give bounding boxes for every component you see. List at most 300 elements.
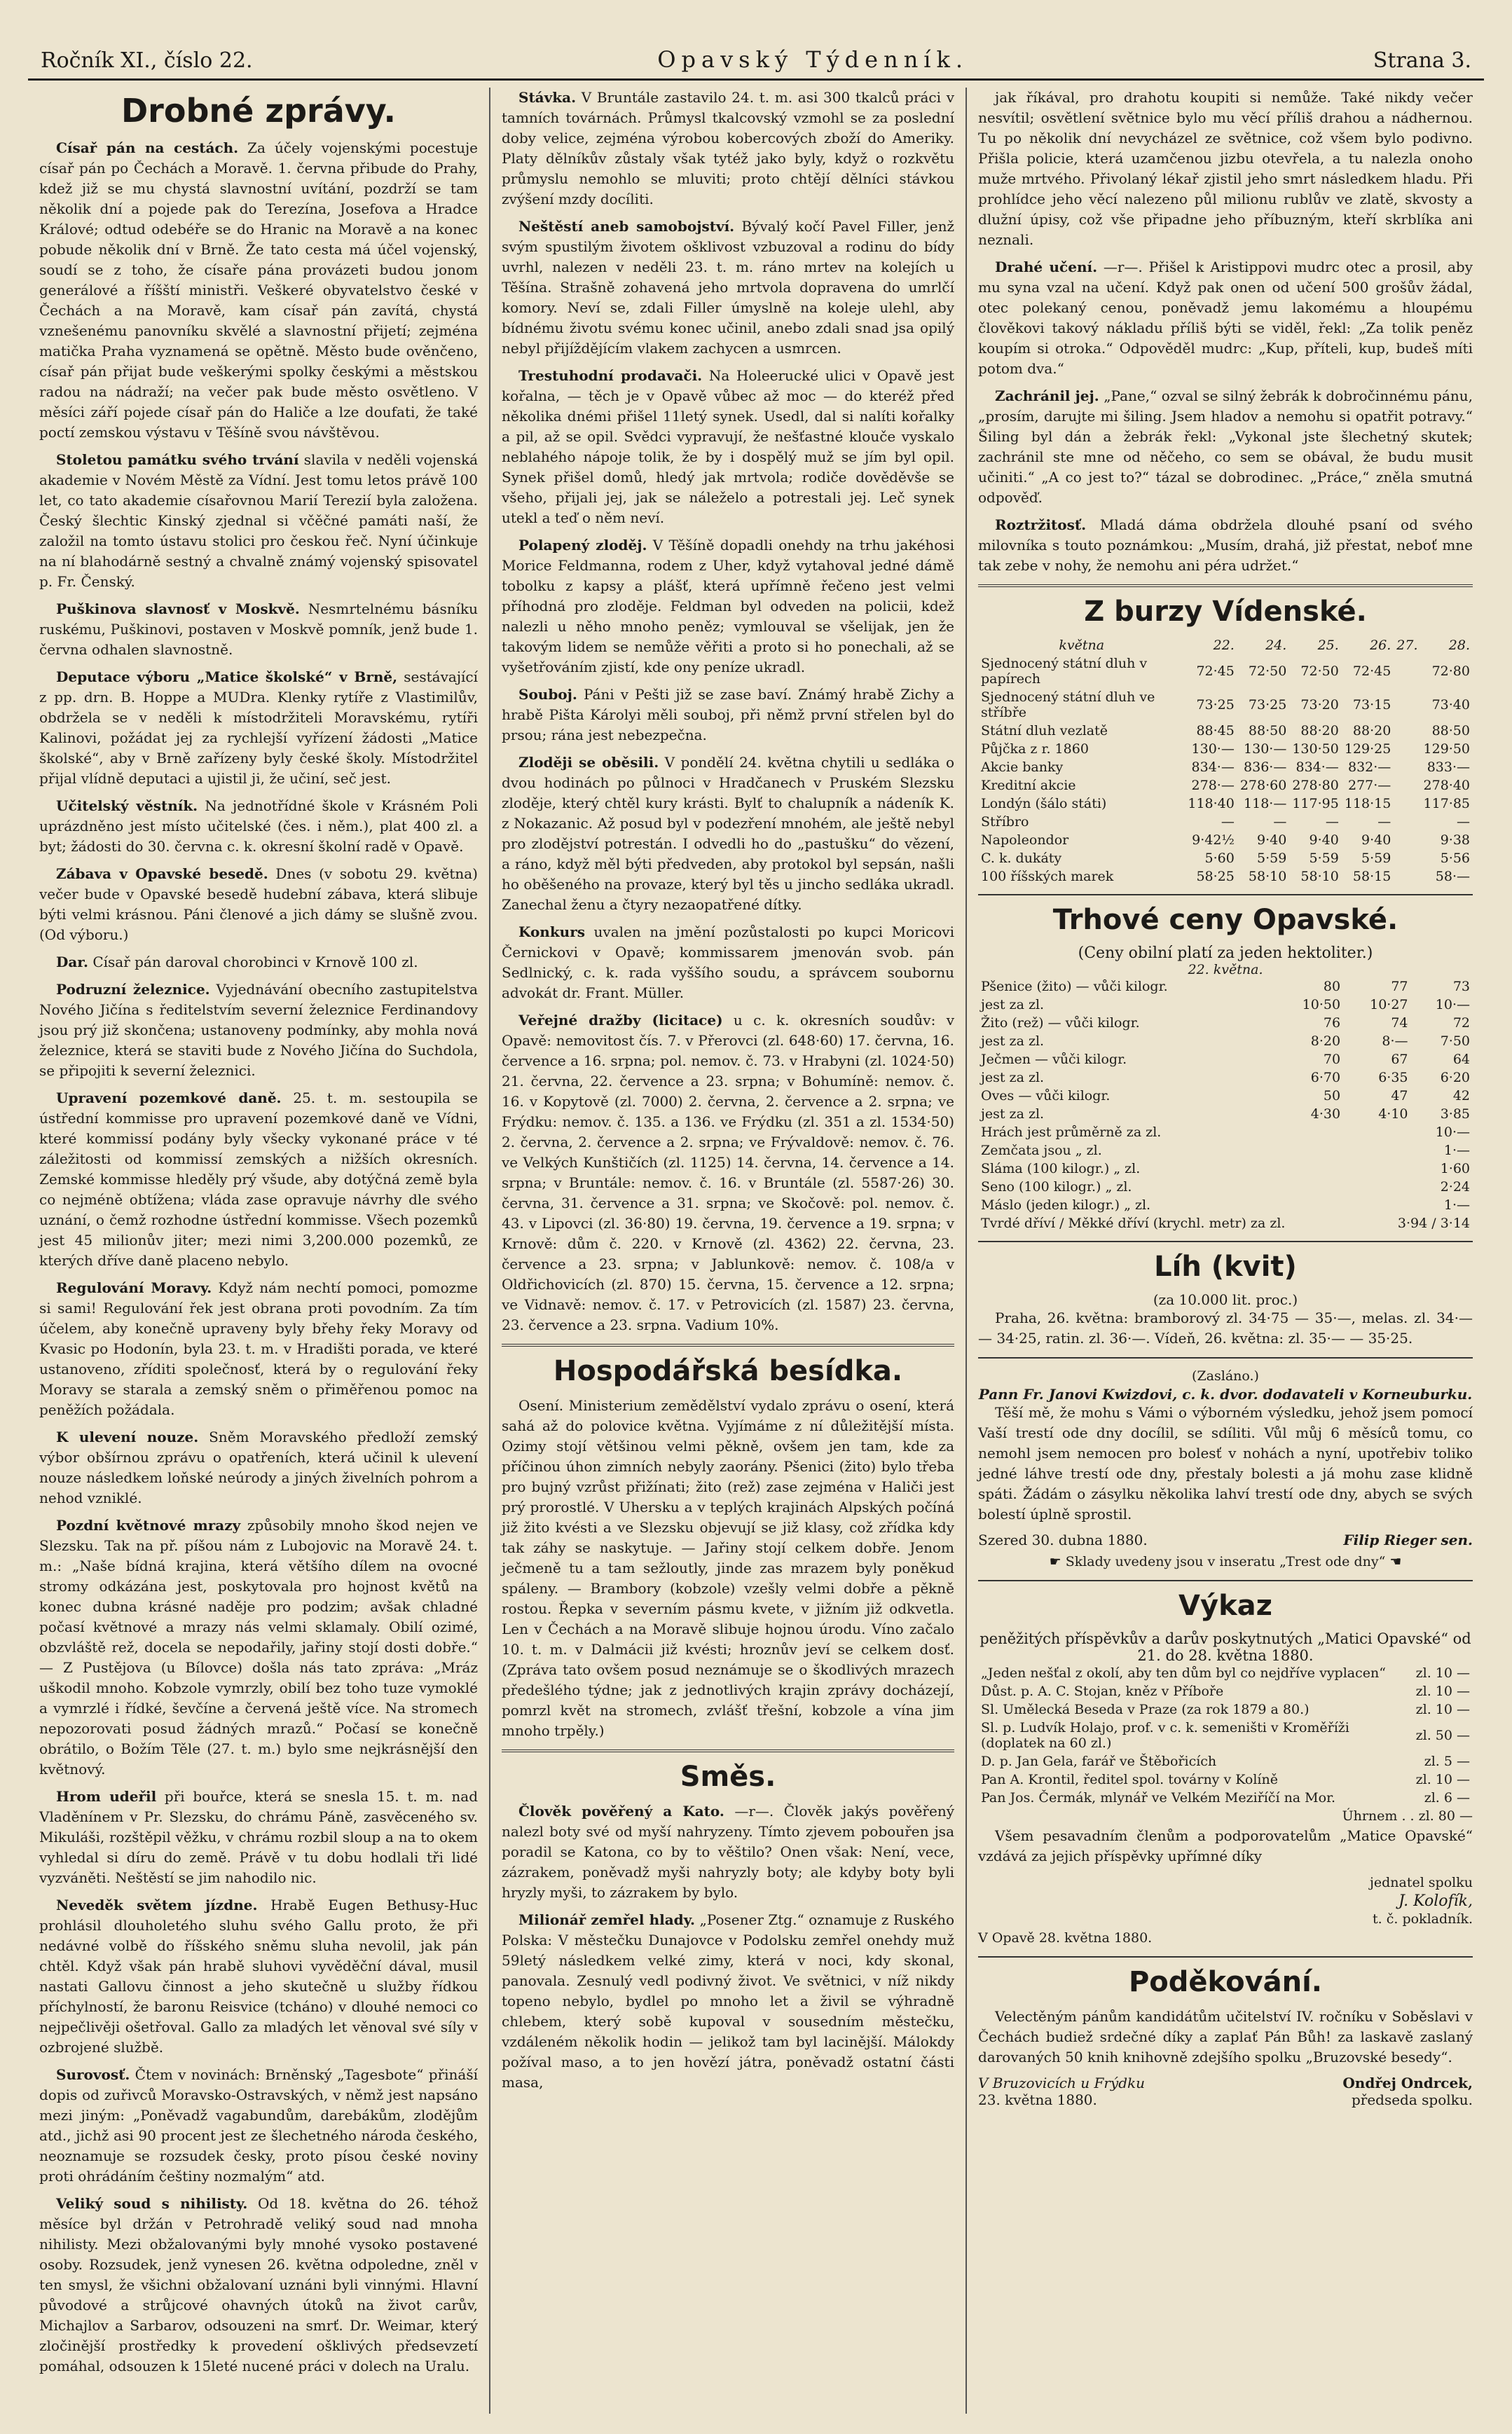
news-item [39,1278,478,1420]
news-item-title: Zloději se oběsili. [518,754,659,771]
market-extra-label: Sláma (100 kilogr.) „ zl. [981,1161,1141,1176]
table-row [978,776,1473,795]
vykaz-title: Výkaz [1178,1590,1272,1622]
market-table [978,977,1473,1123]
bourse-row-label: Kreditní akcie [981,778,1076,793]
bourse-cell: 9·42½ [1192,832,1235,848]
issue-number: Ročník XI., číslo 22. [41,48,253,73]
news-item-title: Souboj. [518,686,577,703]
bourse-cell [1394,758,1420,776]
market-cell: 42 [1452,1088,1470,1103]
bourse-cell: 5·59 [1257,851,1287,866]
bourse-cell: 129·50 [1423,741,1470,757]
vykaz-row-label: Sl. Umělecká Beseda v Praze (za rok 1879 a 80.) [981,1702,1310,1717]
bourse-cell: 58·— [1435,869,1470,884]
besidka-text: Osení. Ministerium zemědělství vydalo zprávu o osení, která sahá až do polovice května. Vyjímáme z ní důležitější místa. Ozimy stojí většinou velmi pěkně, ovšem jen tam, kde za příčinou úhon zimních nebyly zaorány. Pšenici (žito) bylo třeba pro bujný vzrůst přižínati; žito (rež) zase zejména v Haliči jest prý prorostlé. V Uhersku a v teplých krajinách Alpských počíná již žito kvésti a ve Slezsku objevují se již klasy, což zřídka kdy tak záhy se naskytuje. — Jařiny stojí celkem dobře. Jenom ječmeně tu a tam sežloutly, jinde zas mrazem byly poněkud spáleny. — Brambory (kobzole) vzešly velmi dobře a pěkně rostou. Řepka v severním pásmu kvete, v jižním již odkvetla. Len v Čechách a na Moravě slibuje hojnou úrodu. Víno začalo 10. t. m. v Dalmácii již kvésti; hroznův jeví se celkem dosť. (Zpráva tato ovšem posud neznámuje se o škodlivých mrazech předešlého týdne; jak z jednotlivých krajin zprávy docházejí, pomrzl květ na stromech, zvlášť třešní, kobzole a vína jim mnoho trpěly.) [502,1397,954,1739]
bourse-cell: 130·— [1244,741,1287,757]
market-row-label: Žito (rež) — vůči kilogr. [981,1015,1140,1031]
bourse-header-cell: 28. [1448,638,1470,653]
market-cell: 73 [1452,979,1470,994]
news-item-text: „Posener Ztg.“ oznamuje z Ruského Polska: V městečku Dunajovce v Podolsku zemřel onehdy muž 59letý následkem velké zimy, která v noci, kdy skonal, panovala. Zesnulý vedl podivný život. Ve světnici, v níž nikdy topeno nebylo, bydlel po mnoho let a živil se výhradně chlebem, který sobě kupoval v sousedním městečku, vzdáleném několik hodin — jelikož tam byl lacinější. Málokdy požíval maso, a to jen hovězí játra, poněvadž ostatní části masa, [502,1911,955,2091]
market-extra-value: 1·— [1443,1197,1470,1213]
market-body [978,977,1473,1123]
market-row-label: Pšenice (žito) — vůči kilogr. [981,979,1168,994]
news-item-text: Nesmrtelnému básníku ruskému, Puškinovi, postaven v Moskvě pomník, jenž bude 1. června odhalen slavnostně. [39,600,478,658]
news-item [502,922,954,1003]
vykaz-date: V Opavě 28. května 1880. [978,1930,1153,1946]
vykaz-row-value: zl. 5 — [1424,1754,1470,1769]
table-row [978,1214,1473,1232]
market-cell: 7·50 [1440,1033,1470,1049]
news-item [39,2065,478,2187]
news-item-text: Od 18. května do 26. téhož měsíce byl držán v Petrohradě veliký soud nad mnoha nihilisty. Mezi obžalovanými byly mnohé vysoko postavené osoby. Rozsudek, jenž vynesen 26. května odpoledne, zněl v ten smysl, že všichni obžalovaní uznáni byli vinnými. Hlavní původové a strůjcové ohavných útoků na život carův, Michajlov a Sarbarov, odsouzeni na smrť. Dr. Weimar, který zločinější prostředky k provedení ošklivých předsevzetí pomáhal, odsouzen k 15leté nucené práci v dolech na Uralu. [39,2195,478,2374]
divider [978,1241,1473,1242]
lih-subtitle: (za 10.000 lit. proc.) [1153,1291,1298,1308]
bourse-row-label: 100 říšských marek [981,869,1114,884]
bourse-cell: — [1221,814,1235,830]
table-row [978,831,1473,849]
newspaper-title: Opavský Týdenník. [657,46,969,73]
vykaz-total: Úhrnem . . zl. 80 — [1342,1808,1473,1824]
bourse-table [978,636,1473,886]
market-cell: 76 [1323,1015,1341,1031]
bourse-cell: 278·60 [1239,778,1287,793]
news-item-title: Konkurs [518,923,586,940]
market-cell: 67 [1391,1052,1408,1067]
vykaz-sign-title: t. č. pokladník. [1373,1911,1473,1927]
podekovani-place: V Bruzovicích u Frýdku [978,2075,1146,2091]
bourse-header-row [978,636,1473,654]
table-row [978,1105,1473,1123]
bourse-cell: 58·15 [1352,869,1391,884]
bourse-cell [1394,776,1420,795]
news-item-title: Pozdní květnové mrazy [56,1517,241,1534]
news-item [502,1801,954,1903]
bourse-header-cell: 22. [1213,638,1235,653]
bourse-header-cell: 26. [1370,638,1391,653]
table-row [978,977,1473,996]
bourse-cell [1394,849,1420,867]
divider [978,584,1473,587]
bourse-cell: 9·38 [1440,832,1470,848]
podekovani-place-block [978,2075,1145,2108]
bourse-cell [1394,740,1420,758]
market-cell: 70 [1323,1052,1341,1067]
market-cell: 8·— [1382,1033,1408,1049]
bourse-cell [1394,654,1420,688]
smes-items [502,1801,954,2093]
news-item-title: Drahé učení. [995,259,1098,275]
bourse-row-label: Stříbro [981,814,1029,830]
vykaz-row-value: zl. 10 — [1415,1772,1470,1787]
market-extra-value: 1·60 [1440,1161,1470,1176]
market-extra-label: Zemčata jsou „ zl. [981,1143,1102,1158]
news-item-text: Mladá dáma obdržela dlouhé psaní od svého milovníka s touto poznámkou: „Musím, drahá, již přestat, neboť mne tak zebe v nohy, že nemohu ani péra udržet.“ [978,516,1473,574]
bourse-cell: 58·10 [1248,869,1287,884]
news-item-text: Páni v Pešti již se zase baví. Známý hrabě Zichy a hrabě Pišta Károlyi měli souboj, při němž první střelen byl do prsou; rána jest nebezpečna. [502,686,954,743]
vykaz-row-label: Důst. p. A. C. Stojan, kněz v Příboře [981,1684,1224,1699]
news-item-text: Když nám nechtí pomoci, pomozme si sami! Regulování řek jest obrana proti povodním. Za tím účelem, aby konečně upraveny byly břehy řeky Moravy od Kvasic po Hodonín, byla 23. t. m. v Hradišti porada, ve které ustanoveno, zříditi společnosť, která by o regulování řeky Moravy se starala a zemský sněm o přiměřenou pomoc na peněžích požádala. [39,1279,478,1418]
news-item [502,1010,954,1335]
market-row-label: Ječmen — vůči kilogr. [981,1052,1127,1067]
news-item [502,1910,954,2093]
masthead [28,28,1484,81]
news-item-text: slavila v neděli vojenská akademie v Novém Městě za Vídní. Jest tomu letos právě 100 let, co tato akademie císařovnou Marií Terezií byla založena. Český šlechtic Kinský zjednal si včěčné památi naší, že založil na tomto ústavu stolici pro českou řeč. Nyní účinkuje na ní blahodárně sestný a chvalně známý vojenský spisovatel p. Fr. Čenský. [39,451,478,590]
bourse-cell: 73·40 [1431,697,1470,713]
market-row-label: jest za zl. [981,1070,1045,1085]
table-row [978,722,1473,740]
bourse-row-label: Půjčka z r. 1860 [981,741,1089,757]
market-row-label: Oves — vůči kilogr. [981,1088,1111,1103]
bourse-cell: 129·25 [1344,741,1391,757]
table-row [978,867,1473,886]
news-item-title: Dar. [56,954,88,970]
bourse-cell: 832·— [1347,759,1391,775]
market-extra-value: 10·— [1435,1125,1470,1140]
news-item-title: Neštěstí aneb samobojství. [518,218,735,235]
news-item-text: Bývalý kočí Pavel Filler, jenž svým spustilým životem ošklivost vzbuzoval a rodinu do bídy uvrhl, nalezen v neděli 23. t. m. ráno mrtev na kolejích u Těšína. Strašně zohavená jeho mrtvola dopravena do umrlčí komory. Neví se, zdali Filler úmyslně na koleje ulehl, aby bídnému životu svému konec učinil, anebo zdali snad jsa opilý nebyl přijíždějícím vlakem zachycen a usmrcen. [502,218,954,357]
news-item [978,386,1473,508]
bourse-cell: 130·50 [1292,741,1339,757]
ad-footer [978,1553,1473,1572]
market-row-label: jest za zl. [981,1033,1045,1049]
bourse-cell: 88·45 [1196,723,1235,738]
news-item-title: Hrom udeřil [56,1788,157,1805]
bourse-row-label: Napoleondor [981,832,1069,848]
bourse-cell: 88·20 [1300,723,1339,738]
news-item-title: Neveděk světem jízdne. [56,1897,258,1913]
news-item [502,752,954,915]
bourse-cell: 117·95 [1292,796,1339,811]
bourse-cell [1394,867,1420,886]
news-item-text: Císař pán daroval chorobinci v Krnově 100 zl. [92,954,418,970]
bourse-header-cell: 25. [1317,638,1339,653]
market-cell: 10·50 [1302,997,1341,1012]
bourse-cell: — [1377,814,1391,830]
market-cell: 8·20 [1310,1033,1341,1049]
podekovani-date: 23. května 1880. [978,2091,1097,2108]
podekovani-role: předseda spolku. [1351,2091,1473,2108]
table-row [978,1087,1473,1105]
bourse-cell: 836·— [1244,759,1287,775]
podekovani-name: Ondřej Ondrcek, [1342,2075,1473,2091]
news-item-title: Milionář zemřel hlady. [518,1911,695,1928]
columns [28,88,1484,2414]
bourse-cell: 73·25 [1196,697,1235,713]
news-item-title: Stávka. [518,89,577,106]
news-item-text: Čtem v novinách: Brněnský „Tagesbote“ přináší dopis od zuřivců Moravsko-Ostravských, v němž jest napsáno mezi jiným: „Poněvadž vagabundům, darebákům, zlodějům atd., jichž asi 90 procent jest ze šlechetného národa českého, neoznamuje se rozsudek česky, proto písou české noviny proti ohrádáním češtiny nozmalým“ atd. [39,2066,478,2185]
news-item-text: Na jednotřídné škole v Krásném Poli uprázdněno jest místo učitelské (čes. i něm.), plat 400 zl. a byt; žádosti do 30. června c. k. okresní školní radě v Opavě. [39,797,479,855]
column-3 [967,88,1484,2414]
market-cell: 50 [1323,1088,1341,1103]
market-row-label: jest za zl. [981,997,1045,1012]
bourse-cell [1394,795,1420,813]
bourse-cell: 834·— [1191,759,1235,775]
bourse-cell: 88·20 [1352,723,1391,738]
divider [502,1344,954,1347]
news-item-title: Zábava v Opavské besedě. [56,865,268,882]
bourse-cell: 5·59 [1309,851,1339,866]
table-row [978,654,1473,688]
pointing-hand-icon: ☚ [1389,1554,1402,1569]
market-cell: 6·20 [1440,1070,1470,1085]
news-item [39,1515,478,1780]
bourse-cell: 130·— [1191,741,1235,757]
bourse-cell: 118·40 [1188,796,1235,811]
news-item-text: způsobily mnoho škod nejen ve Slezsku. Tak na př. píšou nám z Lubojovic na Moravě 24. t. m.: „Naše bídná krajina, která většího dílem na ovocné stromy odkázána jest, poskytovala pro hojnost květů na konec dubna krásné naděje pro podzim; avšak chladné počasí květnové a mrazy nás velmi sklamaly. Obilí ozimé, obzvláště rež, docela se nepodařily, jařiny stojí dosti dobře.“ — Z Pustějova (u Bílovce) došla nás tato zpráva: „Mráz uškodil mnoho. Kobzole vymrzly, obilí bez toho tuze vymoklé a vymrzlé i řídké, ševčíne a červená ještě více. Na stromech nepozorovati posud žádných mrazů.“ Počasí se konečně obrátilo, o Božím Těle (27. t. m.) bylo sme nejkrásnější den květnový. [39,1517,479,1778]
vykaz-row-label: D. p. Jan Gela, farář ve Štěbořicích [981,1754,1217,1769]
news-item [39,796,478,857]
news-item-title: Regulování Moravy. [56,1279,212,1296]
table-row [978,795,1473,813]
news-item [978,515,1473,576]
news-item-title: Stoletou památku svého trvání [56,451,299,468]
bourse-cell [1394,813,1420,831]
news-item [39,1427,478,1508]
news-item [502,535,954,678]
news-item-text: V pondělí 24. května chytili u sedláka o dvou hodinách po půlnoci v Hradčanech v Pruském Slezsku zloděje, který chtěl kury krásti. Bylť to chalupník a nádeník K. z Nokazanic. Až posud byl v podezření mnohém, ale ještě nebyl pro zlodějství potrestán. I odvedli ho do „pastušku“ do vězení, a ráno, když měl býti předveden, aby protokol byl sepsán, našli ho oběšeného na provaze, který byl těs u jincho sedláka ukradl. Zanechal ženu a čtyry nezaopatřené dítky. [502,754,954,913]
news-item-title: Trestuhodní prodavači. [518,367,703,384]
bourse-cell: 88·50 [1431,723,1470,738]
news-item-text: sestávající z pp. drn. B. Hoppe a MUDra. Klenky rytíře z Vlastimilův, obdržela se v neděli k místodržiteli Moravskému, rytíři Kalinovi, požádat jej za rychlejší vyřízení žádosti „Matice školské“, aby v Brně zařízeny byly české školy. Místodržitel přijal vlídně deputaci a ujistil ji, že učiní, seč jest. [39,668,479,787]
bourse-cell: 833·— [1427,759,1470,775]
section-title-hospodarska-besidka: Hospodářská besídka. [553,1355,903,1387]
divider [978,894,1473,895]
podekovani-name-block [1342,2075,1473,2108]
bourse-header-cell: května [1059,638,1105,653]
vykaz-body [978,1664,1473,1807]
bourse-cell: 9·40 [1361,832,1391,848]
market-extra-label: Máslo (jeden kilogr.) „ zl. [981,1197,1151,1213]
table-row [978,688,1473,722]
vykaz-table [978,1664,1473,1807]
news-item-title: Císař pán na cestách. [56,139,239,156]
bourse-cell: 834·— [1295,759,1339,775]
market-cell: 10·27 [1370,997,1408,1012]
news-item [502,685,954,745]
news-item-title: Zachránil jej. [995,387,1099,404]
market-row-label: jest za zl. [981,1106,1045,1122]
news-item-title: Učitelský věstník. [56,797,198,814]
table-row [978,1141,1473,1160]
market-extra-label: Hrách jest průměrně za zl. [981,1125,1162,1140]
bourse-cell [1394,722,1420,740]
bourse-cell: 278·— [1191,778,1235,793]
news-items [39,138,478,2377]
bourse-cell: 72·45 [1196,663,1235,679]
table-row [978,1719,1473,1752]
market-cell: 10·— [1435,997,1470,1012]
news-item [39,599,478,660]
news-item-text: Hrabě Eugen Bethusy-Huc prohlásil dlouholetého sluhu svého Gallu proto, že při nedávné volbě do říšského sněmu sluha nevolil, jak pán chtěl. Když však pán hrabě sluhovi vyvěděční dával, musil nastati Gallovu činnost a jeho skutečně u služby řídkou příchylností, že baronu Reisvice (tcháno) v dlouhé nemoci co nejpečlivěji ošetřoval. Gallo za mladých let věnoval své síly v ozbrojené službě. [39,1897,479,2056]
news-item-title: Upravení pozemkové daně. [56,1089,282,1106]
market-cell: 4·30 [1310,1106,1341,1122]
market-extra-value: 2·24 [1440,1179,1470,1195]
news-item-title: Puškinova slavnosť v Moskvě. [56,600,300,617]
ad-tag: (Zasláno.) [1192,1368,1259,1384]
bourse-cell: 118·— [1244,796,1287,811]
lih-title: Líh (kvit) [1154,1251,1297,1283]
news-item-text: V Těšíně dopadli onehdy na trhu jakéhosi Morice Feldmanna, rodem z Uher, když vytahoval jedné dámě tobolku z kapsy a plášť, která upřímně řečeno jest velmi příhodná pro zloděje. Feldman byl odveden na policii, kdež nalezli u něho mnoho peněz; vymlouval se všelijak, jen že takovým lidem se nemůže věřiti a proto si ho ponechali, až se vyšetřováním zjistí, kde ony peníze ukradl. [502,537,954,675]
news-item-title: Roztržitosť. [995,516,1087,533]
market-extra-body [978,1123,1473,1232]
page-number: Strana 3. [1373,48,1471,73]
smes-items-continued [978,257,1473,576]
news-item-text: V Bruntále zastavilo 24. t. m. asi 300 tkalců práci v tamních továrnách. Průmysl tkalcovský vzmohl se za poslední doby velice, zejména výrobou kobercových zboží do Ameriky. Platy dělníkův zůstaly však tytéž jako byly, když o rozkvětu průmyslu nemohlo se mluviti; proto chtějí dělníci stávkou zvýšení mzdy docíliti. [502,89,955,207]
bourse-cell: 73·20 [1300,697,1339,713]
bourse-header-cell: 27. [1396,638,1418,653]
table-row [978,1752,1473,1771]
news-item-text: uvalen na jmění pozůstalosti po kupci Moricovi Černickovi v Opavě; kommissarem jmenován svob. pán Sedlnický, c. k. rada vyššího soudu, a správcem soubornu advokát dr. Frant. Müller. [502,923,954,1001]
vykaz-subtitle: peněžitých příspěvkův a darův poskytnutých „Matici Opavské“ od 21. do 28. května 1880. [980,1630,1471,1664]
table-row [978,1032,1473,1050]
market-cell: 64 [1452,1052,1470,1067]
news-item [39,864,478,945]
bourse-body [978,654,1473,886]
bourse-cell: 5·56 [1440,851,1470,866]
news-item-title: Podruzní železnice. [56,981,210,998]
news-item [39,450,478,592]
news-item [39,667,478,789]
table-row [978,758,1473,776]
news-item [39,138,478,443]
bourse-cell: — [1457,814,1470,830]
news-item-text: Za účely vojenskými pocestuje císař pán po Čechách a Moravě. 1. června přibude do Prahy, kdež již se mu chystá slavnostní uvítání, pozdrží se tam několik dní a pojede pak do Terezína, Josefova a Hradce Králové; odtud odebéře se do Hranic na Moravě a na konec pobude několik dní v Brně. Že tato cesta má účel vojenský, soudí se z toho, že císaře pána provázeti budou jonom generálové a říšští ministři. Veškeré obyvatelstvo české v Čechách a na Moravě, kam císař pán zavítá, chystá vznešenému panovníku skvělé a slavnostní přijetí; zejména matička Praha vyznamená se opětně. Město bude ověnčeno, císař pán přijat bude veškerými spolky českými a městskou radou na nádraží; na večer pak bude město osvětleno. V měsíci září pojede císař pán do Haliče a lze doufati, že také poctí zemskou výstavu v Těšíně svou návštěvou. [39,139,479,441]
ad-text: Těší mě, že mohu s Vámi o výborném výsledku, jehož jsem pomocí Vaší trestí ode dny docílil, se sdíliti. Vůl můj 6 měsíců tomu, co nemohl jsem nemocen pro bolesť v nohách a nyní, upotřebiv toliko jedné láhve trestí ode dny, přestaly bolesti a já mohu zase klidně spáti. Žádám o zásylku několika lahví trestí ode dny, abych se svých bolestí úplně sprostil. [978,1404,1473,1522]
divider [978,1580,1473,1581]
bourse-row-label: Státní dluh vezlatě [981,723,1108,738]
market-date: 22. května. [1188,962,1263,977]
bourse-header-cell: 24. [1265,638,1287,653]
bourse-row-label: Londýn (šálo státi) [981,796,1107,811]
market-cell: 74 [1391,1015,1408,1031]
market-title: Trhové ceny Opavské. [1052,904,1398,936]
divider [502,1749,954,1752]
table-row [978,1664,1473,1682]
market-extra-value: 1·— [1443,1143,1470,1158]
table-row [978,1178,1473,1196]
news-item-text: u c. k. okresních soudův: v Opavě: nemovitost čís. 7. v Přerovci (zl. 648·60) 17. června, 16. července a 16. srpna; pol. nemov. č. 73. v Hrabyni (zl. 1024·50) 21. června, 22. července a 23. srpna; v Bohumíně: nemov. č. 16. v Kopytově (zl. 7000) 2. června, 2. července a 2. srpna; ve Frýdku: nemov. č. 135. a 136. ve Frýdku (zl. 351 a zl. 1534·50) 2. června, 2. července a 2. srpna; ve Frývaldově: nemov. č. 76. ve Velkých Kunštičích (zl. 1125) 14. června, 14. července a 14. srpna; v Bruntále: nemov. č. 16. v Bruntále (zl. 5587·26) 30. června, 31. července a 31. srpna; ve Skočově: pol. nemov. č. 43. v Lipovci (zl. 36·80) 19. června, 19. července a 19. srpna; v Krnově: dům č. 220. v Krnově (zl. 4362) 22. června, 23. července a 23. srpna; v Jablunkově: nemov. č. 108/a v Oldřichovicích (zl. 870) 15. června, 15. července a 12. srpna; ve Vidnavě: nemov. č. 17. v Petrovicích (zl. 1587) 23. června, 23. července a 23. srpna. Vadium 10%. [502,1012,954,1333]
column-1 [28,88,490,2414]
divider [978,1956,1473,1958]
table-row [978,740,1473,758]
market-cell: 47 [1391,1088,1408,1103]
news-item [502,88,954,209]
bourse-cell: 9·40 [1309,832,1339,848]
news-item-title: Veliký soud s nihilisty. [56,2195,248,2212]
news-item-text: —r—. Přišel k Aristippovi mudrc otec a prosil, aby mu syna vzal na učení. Když pak onen od učení 500 grošův žádal, otec polekaný cenou, poněvadž jemu lakomému a hloupému člověkovi takový nákladu příliš býti se viděl, řekl: „Za tolik peněz koupím si otroka.“ Odpověděl mudrc: „Kup, příteli, kup, budeš míti potom dva.“ [978,259,1473,377]
vykaz-sign-name: J. Kolofík, [1398,1892,1473,1910]
table-row [978,1682,1473,1700]
bourse-cell: — [1273,814,1287,830]
bourse-cell: 5·59 [1361,851,1391,866]
news-item [39,2194,478,2377]
news-item [39,1088,478,1271]
bourse-cell: 5·60 [1204,851,1235,866]
bourse-row-label: C. k. dukáty [981,851,1062,866]
news-item [502,366,954,528]
ad-footer-text: Sklady uvedeny jsou v inseratu „Trest ode dny“ [1065,1554,1386,1569]
podekovani-signature [978,2075,1473,2108]
table-row [978,1050,1473,1068]
bourse-cell: 58·10 [1300,869,1339,884]
vykaz-sign-role: jednatel spolku [1369,1875,1473,1890]
bourse-cell: 72·50 [1300,663,1339,679]
vykaz-row-value: zl. 10 — [1415,1702,1470,1717]
bourse-cell: 72·80 [1431,663,1470,679]
news-item [978,257,1473,379]
bourse-cell: 277·— [1347,778,1391,793]
vykaz-row-value: zl. 6 — [1424,1790,1470,1806]
vykaz-row-label: Sl. p. Ludvík Holajo, prof. v c. k. semeništi v Kroměříži (doplatek na 60 zl.) [981,1720,1349,1751]
news-items-continued [502,88,954,1335]
table-row [978,996,1473,1014]
news-item [39,979,478,1081]
vykaz-row-label: Pan Jos. Čermák, mlynář ve Velkém Meziříčí na Mor. [981,1790,1336,1806]
bourse-cell: 88·50 [1248,723,1287,738]
bourse-cell: 73·25 [1248,697,1287,713]
section-title-drobne-zpravy: Drobné zprávy. [121,92,396,130]
market-cell: 80 [1323,979,1341,994]
bourse-cell: 72·45 [1352,663,1391,679]
bourse-cell: 58·25 [1196,869,1235,884]
news-item-title: K ulevení nouze. [56,1429,199,1445]
section-title-smes: Směs. [680,1761,776,1793]
news-item-title: Veřejné dražby (licitace) [518,1012,723,1029]
table-row [978,1771,1473,1789]
table-row [978,1700,1473,1719]
market-cell: 3·85 [1440,1106,1470,1122]
news-item [39,1895,478,2058]
table-row [978,1068,1473,1087]
ad-signature [978,1532,1473,1548]
bourse-row-label: Sjednocený státní dluh v papírech [981,656,1148,687]
news-item-text: —r—. Člověk jakýs pověřený nalezl boty své od myší nahryzeny. Tímto zjevem pobouřen jsa poradil se Katona, co by to věštilo? Onen však: Není, vece, zázrakem, poněvadž myši nahryzly boty; ale kdyby boty byli hryzly myši, to zázrakem by bylo. [502,1803,954,1901]
bourse-cell: 72·50 [1248,663,1287,679]
divider [978,1357,1473,1359]
table-row [978,1789,1473,1807]
vykaz-row-value: zl. 10 — [1415,1665,1470,1681]
bourse-cell: 117·85 [1423,796,1470,811]
market-cell: 4·10 [1378,1106,1408,1122]
news-item [39,1787,478,1888]
market-extra-label: Tvrdé dříví / Měkké dříví (krychl. metr) za zl. [981,1216,1286,1231]
news-item-text: „Pane,“ ozval se silný žebrák k dobročinnému pánu, „prosím, darujte mi šiling. Jsem hladov a nemohu si opatřit potravy.“ Šiling byl dán a žebrák řekl: „Vykonal jste šlechetný skutek; zachránil ste mne od něčeho, co sem se obával, že budu musit učiniti.“ „A co jest to?“ tázal se dobrodinec. „Práce,“ zněla smutná odpověď. [978,387,1473,506]
podekovani-title: Poděkování. [1128,1966,1322,1998]
pointing-hand-icon: ☛ [1049,1554,1061,1569]
lih-text: Praha, 26. května: bramborový zl. 34·75 — 35·—, melas. zl. 34·— — 34·25, ratin. zl. 36·—. Vídeň, 26. května: zl. 35·— — 35·25. [978,1309,1473,1347]
market-cell: 77 [1391,979,1408,994]
bourse-row-label: Akcie banky [981,759,1064,775]
bourse-row-label: Sjednocený státní dluh ve stříbře [981,689,1155,720]
bourse-cell [1394,688,1420,722]
bourse-cell: 118·15 [1344,796,1391,811]
market-cell: 6·70 [1310,1070,1341,1085]
table-row [978,1196,1473,1214]
table-row [978,813,1473,831]
table-row [978,1160,1473,1178]
news-item-title: Polapený zloděj. [518,537,647,554]
bourse-cell: 278·40 [1423,778,1470,793]
news-item-title: Surovosť. [56,2066,130,2083]
bourse-cell: 278·80 [1292,778,1339,793]
table-row [978,849,1473,867]
ad-signature-name: Filip Rieger sen. [1343,1532,1473,1548]
bourse-title: Z burzy Vídenské. [1084,596,1367,628]
bourse-cell: 9·40 [1257,832,1287,848]
news-item-text: Na Holeerucké ulici v Opavě jest kořalna, — těch je v Opavě vůbec až moc — do kteréž před několika dnémi přišel 11letý synek. Usedl, dal si nalíti kořalky a pil, až se opil. Svědci vypravují, že nešťastné klouče vyskalo neblahého nápoje tolik, že by i dospělý muž se jím byl opil. Synek přišel domů, hledý jak mrtvola; rodiče dověděvše se všeho, přijali jej, jak se náleželo a potrestali jej. Leč synek utekl a teď o něm neví. [502,367,954,526]
news-item-text: Dnes (v sobotu 29. května) večer bude v Opavské besedě hudební zábava, která slibuje býti velmi krásnou. Páni členové a jich dámy se slušně zvou. (Od výboru.) [39,865,478,943]
